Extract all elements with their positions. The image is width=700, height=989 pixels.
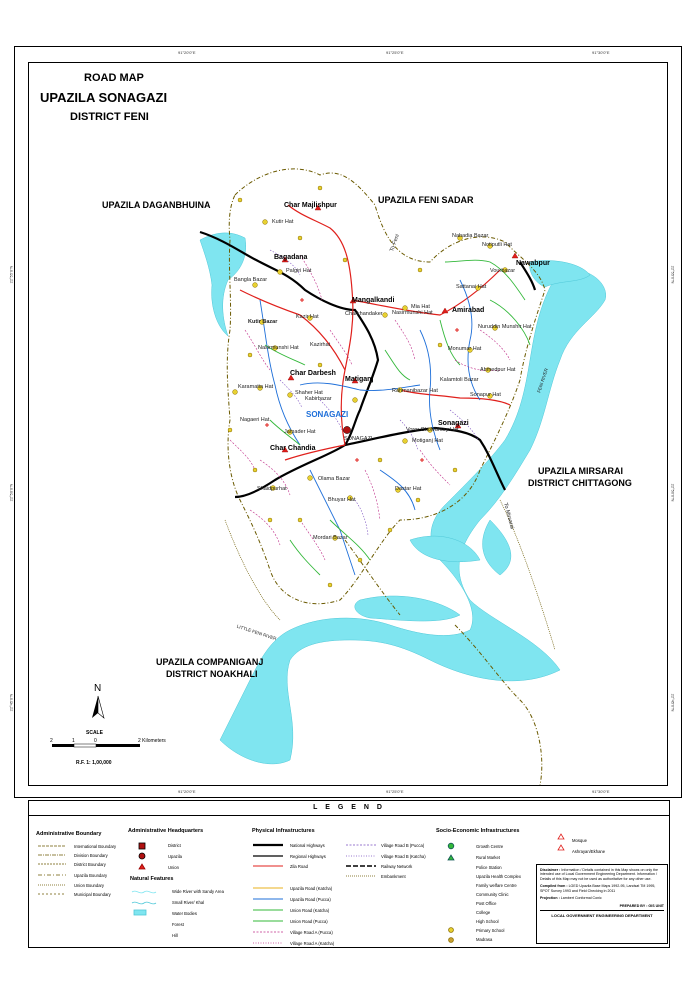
region-mirsarai-upazila: UPAZILA MIRSARAI [538, 466, 623, 476]
legend-item-forest: Forest [172, 922, 184, 927]
grid-left-2: 22°50'0"N [8, 483, 14, 502]
map-title-upazila: UPAZILA SONAGAZI [40, 90, 168, 105]
legend-item-union-boundary: Union Boundary [74, 883, 105, 888]
label-olama-bazar: Olama Bazar [318, 476, 351, 482]
grid-left-3: 22°45'0"N [8, 693, 14, 712]
label-to-mirsarai: To Mirsarai [502, 502, 515, 530]
place-mangalkandi: Mangalkandi [352, 297, 395, 304]
water-channel [410, 536, 480, 562]
legend-item-municipal: Municipal Boundary [74, 892, 111, 897]
label-kazir-hat: Kazir Hat [296, 314, 319, 320]
legend-item-ashrayan: Ashrayan/Ekhane [572, 849, 606, 854]
label-sonagazi-dot: SONAGAZI [344, 436, 373, 442]
grid-bottom-1: 91°20'0"E [178, 789, 196, 794]
legend-item-health-complex: Upazila Health Complex [476, 874, 521, 879]
grid-top-2: 91°25'0"E [386, 50, 404, 55]
label-nasirmunshi-hat: Nasirmunshi Hat [392, 310, 433, 316]
legend-item-embankment: Embankment [381, 874, 406, 879]
label-rahmanibazar-hat: Rahmanibazar Hat [392, 388, 438, 394]
north-label: N [94, 683, 102, 694]
legend-item-rural-market: Rural Market [476, 855, 500, 860]
upazila-hq-marker [343, 426, 350, 433]
legend-admin-hq-heading: Administrative Headquarters [128, 828, 204, 834]
place-amirabad: Amirabad [452, 307, 485, 314]
grid-bottom-2: 91°25'0"E [386, 789, 404, 794]
note-disclaimer: Information / Details contained in this Map shows on only the intended use of Local Government Engineering Department. Information / Details of this Map may not be used as authoritative for any other use. [540, 868, 659, 881]
legend-item-district-boundary: District Boundary [74, 862, 106, 867]
place-matiganj: Matiganj [345, 376, 374, 383]
label-kalamtoli-bazar: Kalamtoli Bazar [440, 377, 479, 383]
note-compiled: LGED Upazila Base Maps 1992-95, Landsat TM 1995, SPOT Survey 1993 and Field Checking in 2011 [540, 884, 656, 893]
grid-bottom-3: 91°30'0"E [592, 789, 610, 794]
scale-tick-1: 1 [72, 738, 75, 744]
scale-tick-2: 2 [50, 738, 53, 744]
grid-right-2: 22°50'0"N [670, 483, 676, 502]
place-char-chandia: Char Chandia [270, 445, 316, 452]
legend-item-national-hwy: National Highways [290, 843, 325, 848]
label-bhuyar-hat: Bhuyar Hat [328, 497, 356, 503]
legend-item-international: International Boundary [74, 844, 117, 849]
grid-top-3: 91°30'0"E [592, 50, 610, 55]
legend-socio-heading: Socio-Economic Infrastructures [436, 828, 520, 834]
river-west [200, 233, 246, 336]
legend-item-water-bodies: Water Bodies [172, 911, 197, 916]
note-disclaimer-label: Disclaimer : [540, 868, 561, 872]
legend-item-upazila-boundary: Upazila Boundary [74, 873, 108, 878]
place-sonagazi-upazila: SONAGAZI [306, 410, 349, 419]
label-nabadia-bazar: Nabadia Bazar [452, 233, 489, 239]
label-kutir-hat: Kutir Hat [272, 219, 294, 225]
legend-natural-heading: Natural Features [130, 876, 174, 882]
label-dastar-hat: Dastar Hat [395, 486, 422, 492]
legend-item-village-a-katcha: Village Road A (Katcha) [290, 941, 335, 946]
label-nasirmunshi-hat-west: Nasirmunshi Hat [258, 345, 299, 351]
note-projection-label: Projection : [540, 896, 560, 901]
label-jamader-hat: Jamader Hat [284, 429, 316, 435]
lower-channel [355, 596, 460, 621]
legend-item-primary-school: Primary School [476, 928, 505, 933]
label-sattanai-hat: Sattanai Hat [456, 284, 487, 290]
label-mia-hat: Mia Hat [411, 304, 430, 310]
legend-item-mosque: Mosque [572, 838, 587, 843]
note-prepared: PREPARED BY : GIS UNIT [619, 903, 664, 908]
grid-right-3: 22°45'0"N [670, 693, 676, 712]
label-shaher-hat: Shaher Hat [295, 390, 323, 396]
legend-item-upazila-hq: Upazila [168, 854, 182, 859]
national-highways [200, 232, 535, 497]
legend-item-union-pucca: Union Road (Pucca) [290, 919, 328, 924]
place-char-majlishpur: Char Majlishpur [284, 202, 337, 209]
note-agency: LOCAL GOVERNMENT ENGINEERING DEPARTMENT [540, 910, 664, 918]
label-mordari-bazar: Mordari Bazar [313, 535, 348, 541]
legend-item-high-school: High School [476, 919, 499, 924]
legend-item-hill: Hill [172, 933, 178, 938]
label-ahmedpur-hat: Ahmedpur Hat [480, 367, 516, 373]
region-daganbhuina: UPAZILA DAGANBHUINA [102, 200, 211, 210]
grid-left-1: 22°55'0"N [8, 265, 14, 284]
label-charkhandaker: Charkhandaker [345, 311, 383, 317]
region-mirsarai-district: DISTRICT CHITTAGONG [528, 478, 632, 488]
label-notiputli-hat: Notiputli Hat [482, 242, 512, 248]
label-sonapur-hat: Sonapur Hat [470, 392, 501, 398]
grid-right-1: 22°55'0"N [670, 265, 676, 284]
region-feni-sadar: UPAZILA FENI SADAR [378, 195, 474, 205]
label-nagaeri-hat: Nagaeri Hat [240, 417, 270, 423]
scale-title: SCALE [86, 730, 103, 736]
region-companiganj-district: DISTRICT NOAKHALI [166, 669, 258, 679]
legend-admin-boundary-heading: Administrative Boundary [36, 831, 102, 837]
zila-roads [240, 205, 510, 460]
place-nawabpur: Nawabpur [516, 260, 550, 267]
label-kutir-bazar: Kutir Bazar [248, 319, 278, 325]
legend-item-regional-hwy: Regional Highways [290, 854, 326, 859]
legend-item-upazila-pucca: Upazila Road (Pucca) [290, 897, 331, 902]
note-compiled-label: Compiled from : [540, 884, 568, 889]
note-projection: Lambert Conformal Conic [560, 896, 602, 901]
region-companiganj-upazila: UPAZILA COMPANIGANJ [156, 657, 264, 667]
label-shaidpurhat: Shaidpurhat [257, 486, 287, 492]
label-voror-chowdhury-hat: Voror Chowdhury Hat [406, 427, 459, 433]
legend-physical-heading: Physical Infrastructures [252, 828, 315, 834]
legend-item-district-hq: District [168, 843, 181, 848]
legend-item-wide-river: Wide River with Sandy Area [172, 889, 224, 894]
feni-river-estuary [220, 269, 606, 764]
legend-item-village-a-pucca: Village Road A (Pucca) [290, 930, 333, 935]
legend-item-division: Division Boundary [74, 853, 108, 858]
place-bagadana: Bagadana [274, 254, 308, 261]
legend-item-growth-centre: Growth Centre [476, 844, 504, 849]
small-water-body [483, 520, 511, 575]
label-bangla-bazar: Bangla Bazar [234, 277, 268, 283]
legend-item-village-b-pucca: Village Road B (Pucca) [381, 843, 425, 848]
label-little-feni-river: LITTLE FENI RIVER [236, 623, 278, 642]
scale-bar [52, 744, 140, 747]
place-char-darbesh: Char Darbesh [290, 370, 336, 377]
map-title-district: DISTRICT FENI [70, 111, 149, 123]
scale-tick-2km: 2 Kilometers [138, 738, 166, 744]
legend-notes [536, 864, 668, 944]
label-nuruddin-munshir-hat: Nuruddin Munshir Hat [478, 324, 532, 330]
label-feni-river: FENI RIVER [536, 367, 549, 394]
legend-item-madrasa: Madrasa [476, 937, 493, 942]
legend-item-union-katcha: Union Road (Katcha) [290, 908, 330, 913]
legend-title: L E G E N D [28, 800, 670, 816]
label-kazirhat: Kazirhat [310, 342, 331, 348]
label-monumar-hat: Monumar Hat [448, 346, 482, 352]
label-kabirbazar: Kabirbazar [305, 396, 332, 402]
legend-item-upazila-katcha: Upazila Road (Katcha) [290, 886, 333, 891]
grid-top-1: 91°20'0"E [178, 50, 196, 55]
legend-item-union-hq: Union [168, 865, 179, 870]
scale-rf: R.F. 1: 1,00,000 [76, 760, 112, 766]
legend-item-railway: Railway Network [381, 864, 413, 869]
legend-item-family-welfare: Family welfare Centre [476, 883, 517, 888]
legend-item-small-river: Small River/ Khal [172, 900, 205, 905]
scale-tick-0: 0 [94, 738, 97, 744]
legend-item-zila-road: Zila Road [290, 864, 308, 869]
legend-item-village-b-katcha: Village Road B (Katcha) [381, 854, 426, 859]
label-vourbazar: Vourbazar [490, 268, 516, 274]
label-karamatia-hat: Karamatia Hat [238, 384, 274, 390]
place-sonagazi-union: Sonagazi [438, 420, 469, 427]
legend-item-police-station: Police Station [476, 865, 502, 870]
label-to-feni: To Feni [389, 233, 401, 253]
legend-item-college: College [476, 910, 491, 915]
legend-item-community-clinic: Community Clinic [476, 892, 509, 897]
legend-item-post-office: Post Office [476, 901, 497, 906]
map-title-road-map: ROAD MAP [84, 72, 144, 84]
label-motiganj-hat: Motiganj Hat [412, 438, 443, 444]
north-arrow-icon [92, 696, 104, 718]
label-palgiri-hat: Palgiri Hat [286, 268, 312, 274]
